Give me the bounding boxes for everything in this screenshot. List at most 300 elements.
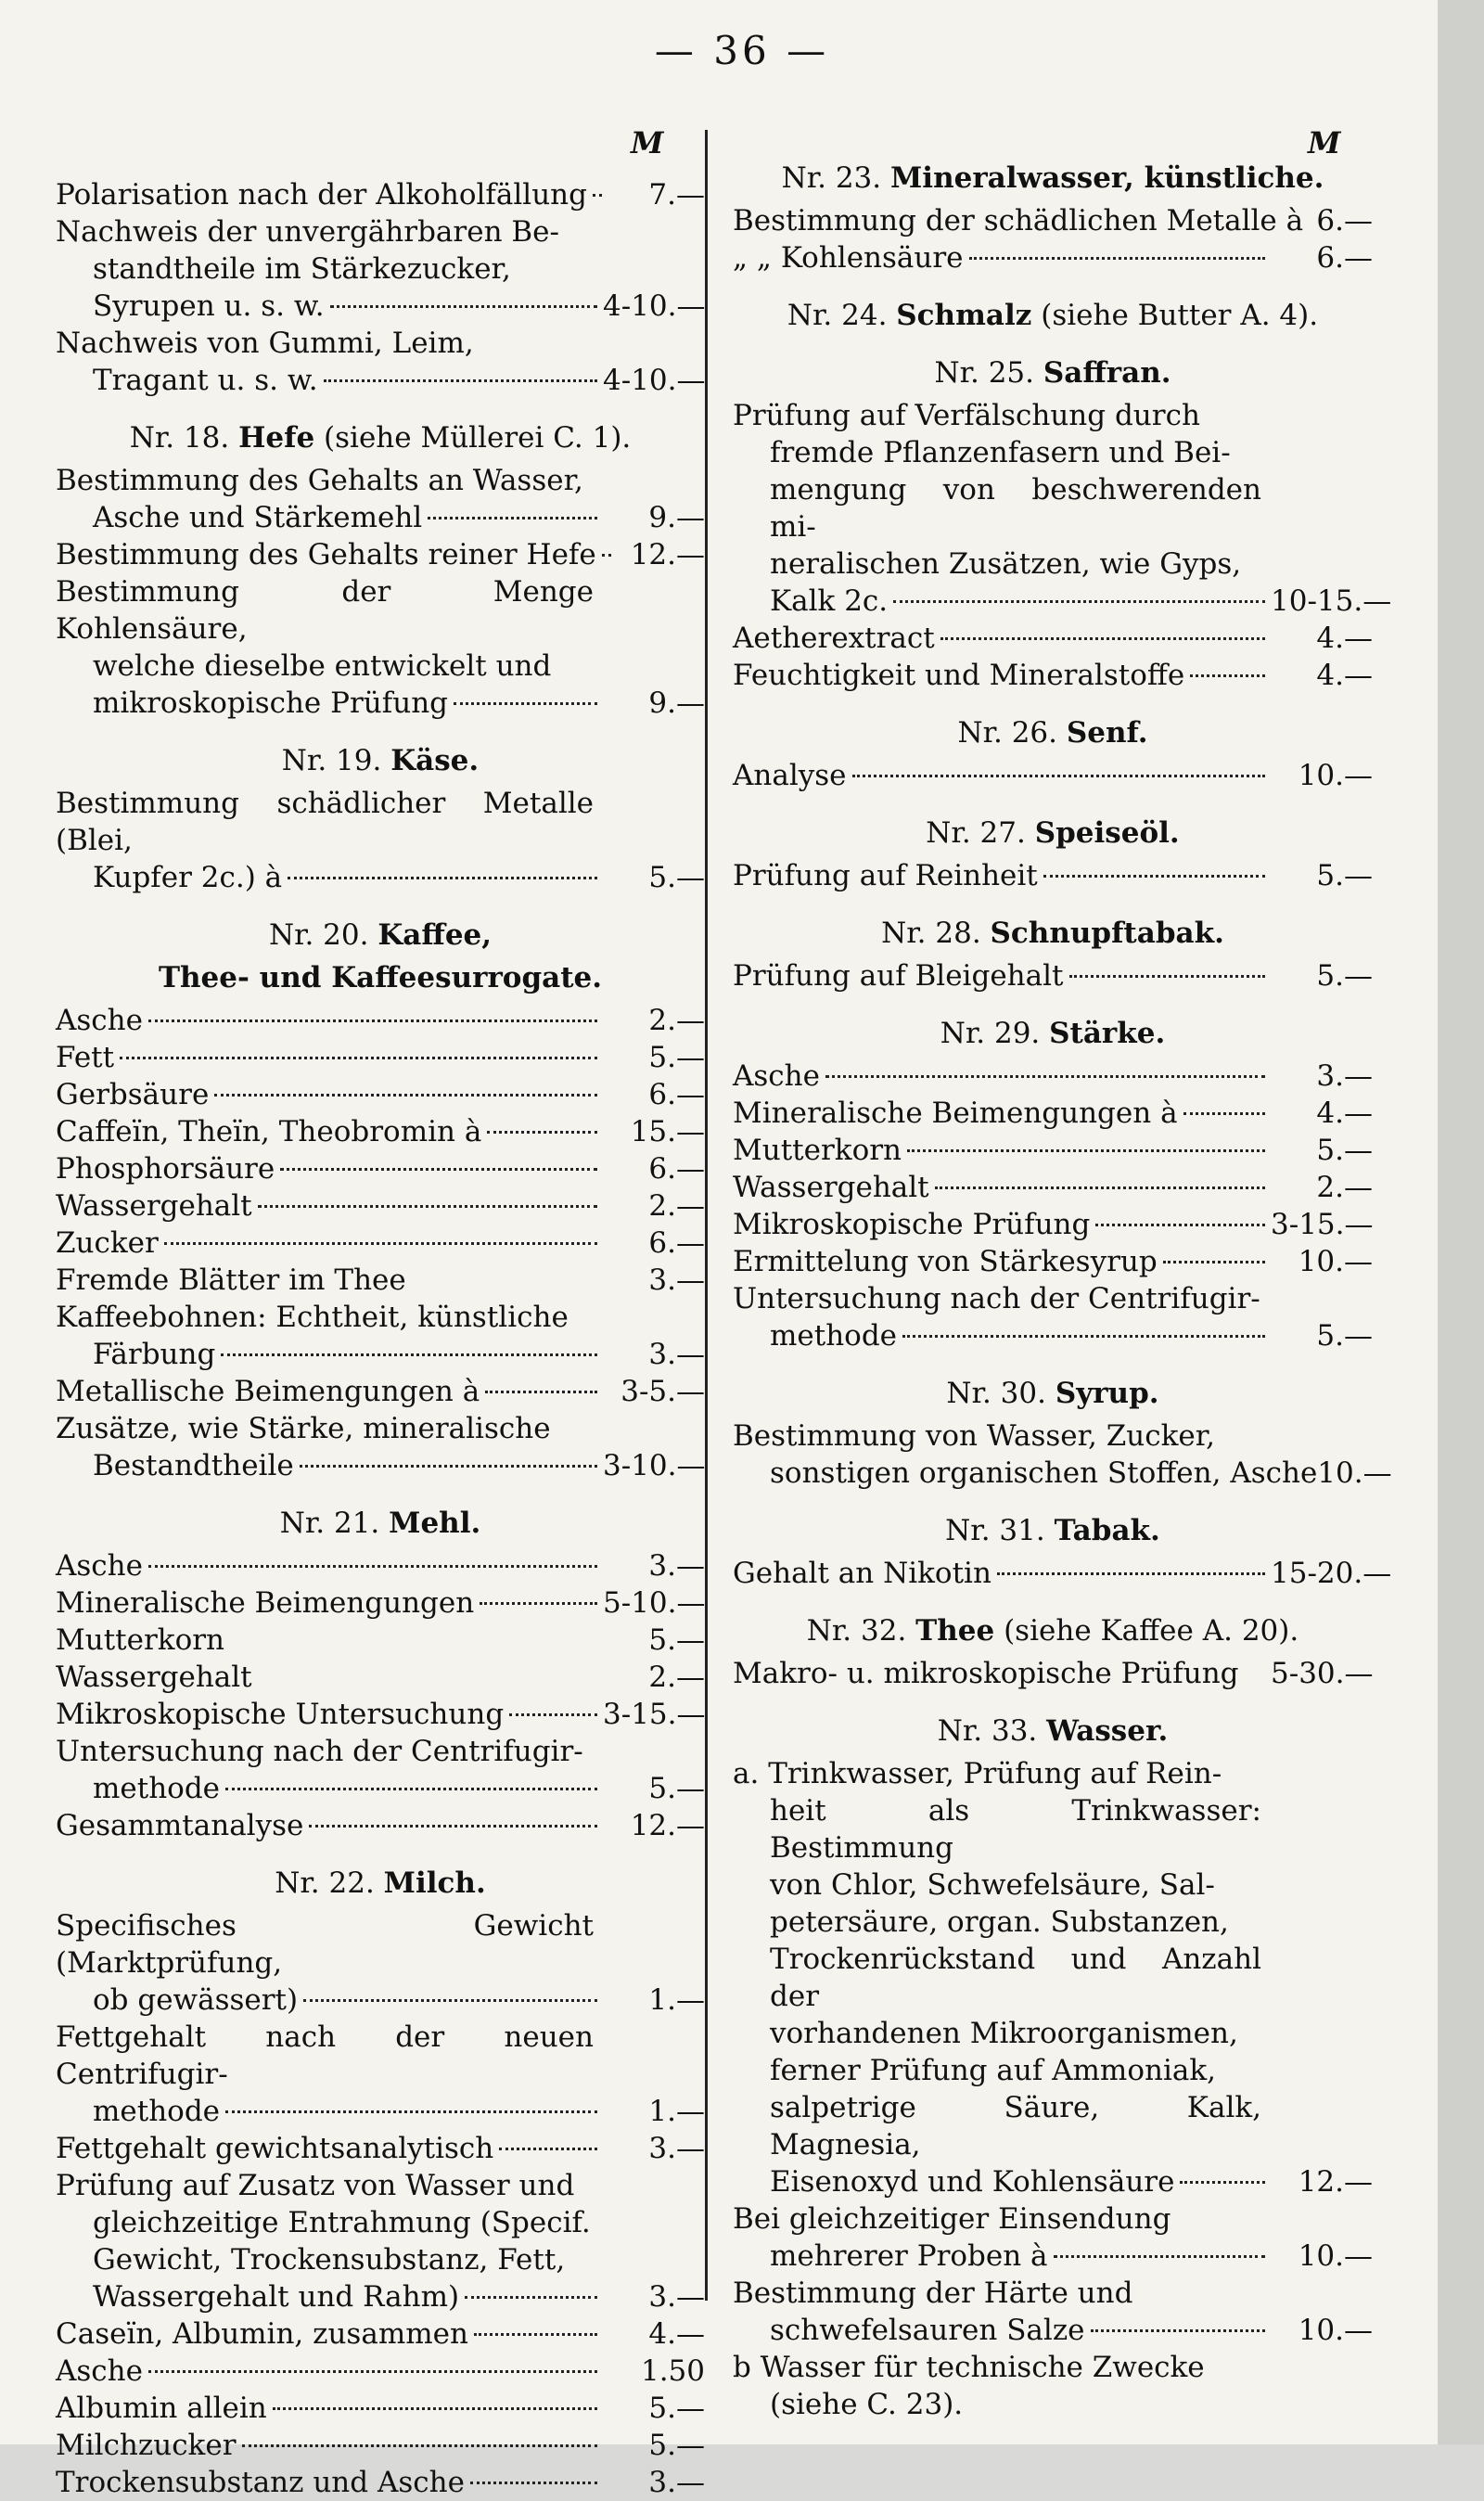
dot-leader [273,2407,597,2410]
price-item [733,1132,1373,1169]
item-line: salpetrige Säure, Kalk, Magnesia, [770,2091,1261,2161]
price-row [733,1317,1373,1354]
price-item [56,1039,705,1076]
item-label: Gesammtanalyse [56,1809,304,1842]
section-title: Thee [915,1614,995,1648]
price-row [733,2238,1373,2275]
dot-leader [1043,875,1265,878]
price-item [56,573,705,722]
item-line: Bestimmung des Gehalts an Wasser, [56,464,583,497]
column-divider [705,130,708,2301]
price-row [733,1243,1373,1280]
price-item [56,536,705,573]
price-item [56,2130,705,2167]
item-label: Färbung [93,1338,216,1371]
item-label: Mikroskopische Untersuchung [56,1698,505,1731]
price-item [733,1755,1373,2200]
price-item [56,1373,705,1410]
price-row [56,1187,705,1225]
price-row [733,1206,1373,1243]
item-price: 6.— [648,1078,705,1111]
item-label: Tragant u. s. w. [93,364,318,397]
section [56,917,705,1484]
section-title: Stärke. [1049,1017,1166,1050]
item-label: Albumin allein [56,2392,267,2425]
item-price: 3.— [648,1338,705,1371]
section-heading [733,160,1373,197]
dot-leader [1163,1261,1265,1263]
dot-leader [242,2444,597,2447]
item-label: Asche [56,2354,143,2388]
item-line: Bestimmung schädlicher Metalle (Blei, [56,787,594,857]
section [733,1512,1392,1592]
item-price: 15.— [630,1115,705,1148]
price-row [733,1655,1373,1692]
dot-leader [1183,1112,1265,1115]
price-row [56,2353,705,2390]
price-row [56,1447,705,1484]
right-column [733,111,1392,2423]
price-item [56,1807,705,1844]
price-item [56,1076,705,1113]
section [733,1015,1373,1354]
dot-leader [454,702,597,705]
item-label: Gehalt an Nikotin [733,1557,991,1590]
item-line: Bestimmung der Härte und [733,2277,1133,2310]
item-label: ob gewässert) [93,1983,299,2017]
dot-leader [893,600,1265,603]
item-line: Gewicht, Trockensubstanz, Fett, [93,2243,566,2277]
section [56,1505,705,1844]
price-row [56,2464,705,2501]
item-price: 4-10.— [603,289,706,323]
price-item [733,757,1373,794]
section-note: (siehe Butter A. 4). [1031,299,1319,332]
price-row [733,2312,1373,2349]
section-heading [733,1712,1373,1750]
item-label: Mineralische Beimengungen [56,1586,475,1620]
price-row [733,657,1373,694]
item-price: 3.— [1316,1059,1373,1093]
section-heading [56,917,705,954]
item-label: Phosphorsäure [56,1152,275,1186]
section-number: Nr. 33. [937,1714,1047,1748]
item-price: 6.— [648,1152,705,1186]
item-label: Asche [56,1549,143,1583]
item-line: neralischen Zusätzen, wie Gyps, [770,547,1242,581]
item-line: Fettgehalt nach der neuen Centrifugir- [56,2020,594,2091]
item-price: 5.— [648,1041,705,1074]
price-item [733,1095,1373,1132]
section-title: Speiseöl. [1034,816,1180,850]
item-price: 6.— [648,1226,705,1260]
price-row [56,1336,705,1373]
dot-leader [280,1168,597,1171]
item-price: 10-15.— [1271,584,1392,618]
price-item [56,2427,705,2464]
price-item [733,1206,1373,1243]
price-item [56,213,705,325]
item-price: 4.— [1316,659,1373,692]
dot-leader [474,2333,597,2336]
item-label: Syrupen u. s. w. [93,289,325,323]
price-item [56,2167,705,2315]
item-price: 15-20.— [1271,1557,1392,1590]
item-price: 3.— [648,1549,705,1583]
item-label: Milchzucker [56,2429,237,2462]
dot-leader [969,257,1265,260]
price-row [56,1659,705,1696]
price-row [56,1807,705,1844]
price-item [56,1584,705,1622]
dot-leader [225,1788,597,1790]
item-label: Mutterkorn [733,1134,902,1167]
item-price: 5.— [1316,1134,1373,1167]
price-item [733,2275,1373,2349]
item-price: 5.— [1316,859,1373,892]
price-item [56,1547,705,1584]
price-row [56,1584,705,1622]
section-number: Nr. 31. [945,1514,1055,1547]
dot-leader [602,554,611,557]
price-row [56,1547,705,1584]
section-heading [56,1505,705,1542]
item-label: Feuchtigkeit und Mineralstoffe [733,659,1185,692]
price-item [56,1225,705,1262]
price-row [733,1132,1373,1169]
section-heading [733,714,1373,751]
item-label: methode [770,1319,898,1353]
price-row [733,583,1392,620]
dot-leader [593,194,602,197]
section [733,814,1373,894]
item-price: 10.— [1298,2314,1373,2347]
dot-leader [148,1565,597,1568]
item-price: 9.— [648,686,705,720]
item-label: Prüfung auf Bleigehalt [733,959,1064,993]
item-label: Gerbsäure [56,1078,210,1111]
price-item [56,1622,705,1659]
dot-leader [288,877,597,879]
price-item [733,1058,1373,1095]
item-label: Aetherextract [733,622,935,655]
price-row [56,1113,705,1150]
section-number: Nr. 18. [129,421,239,455]
item-price: 5-30.— [1271,1657,1374,1690]
price-item [56,2315,705,2353]
dot-leader [303,1999,597,2002]
item-label: Fremde Blätter im Thee [56,1263,406,1297]
section [733,354,1392,694]
item-price: 5.— [648,1623,705,1657]
price-item [733,1280,1373,1354]
item-price: 3-10.— [603,1449,706,1482]
price-row [733,857,1373,894]
section [733,1712,1373,2423]
section-title: Mehl. [389,1507,481,1540]
item-price: 5.— [648,2392,705,2425]
dot-leader [935,1186,1265,1189]
section-heading [733,354,1373,391]
price-row [733,957,1373,994]
item-price: 1.— [648,1983,705,2017]
section [733,915,1373,994]
price-item [56,1696,705,1733]
price-row [56,362,705,399]
dot-leader [465,2296,597,2299]
item-price: 4.— [648,2317,705,2351]
item-price: 5.— [648,861,705,894]
dot-leader [1091,2329,1265,2332]
price-row [733,1555,1392,1592]
section-title: Mineralwasser, künstliche. [889,161,1324,195]
dot-leader [1180,2181,1265,2184]
price-item [56,462,705,536]
dot-leader [148,2370,597,2373]
dot-leader [258,1205,597,1208]
dot-leader [148,1020,597,1022]
section-number: Nr. 24. [787,299,897,332]
item-label: Wassergehalt [56,1661,252,1694]
dot-leader [1054,2255,1265,2258]
price-item [733,957,1373,994]
item-line: petersäure, organ. Substanzen, [770,1905,1229,1939]
price-row [56,536,705,573]
dot-leader [1190,674,1265,677]
item-line: Bestimmung von Wasser, Zucker, [733,1419,1216,1453]
item-price: 3-15.— [603,1698,706,1731]
section-title: Syrup. [1055,1377,1159,1410]
price-item [56,1002,705,1039]
section-title: Tabak. [1054,1514,1160,1547]
section-title: Hefe [238,421,315,455]
item-price: 5.— [648,1772,705,1805]
price-row [733,1169,1373,1206]
price-row [56,685,705,722]
price-row [56,2390,705,2427]
price-row [733,1058,1373,1095]
price-row [56,1262,705,1299]
section-number: Nr. 25. [934,356,1043,390]
section-heading [733,1512,1373,1549]
item-price: 12.— [1298,2165,1373,2199]
item-label: Prüfung auf Reinheit [733,859,1038,892]
item-price: 5.— [1316,1319,1373,1353]
price-item [56,1733,705,1807]
item-label: methode [93,2095,221,2128]
dot-leader [902,1335,1265,1338]
item-price: 2.— [648,1189,705,1223]
item-label: Caffeïn, Theïn, Theobromin à [56,1115,482,1148]
price-item [56,1659,705,1696]
item-label: mehrerer Proben à [770,2239,1048,2273]
section [733,1375,1392,1492]
item-label: Bestandtheile [93,1449,294,1482]
item-price: 3.— [648,2466,705,2499]
item-label: Mikroskopische Prüfung [733,1208,1091,1241]
price-row [733,1455,1392,1492]
price-row [56,176,705,213]
price-row [733,239,1373,276]
section-number: Nr. 22. [275,1866,384,1900]
page-edge [1438,0,1484,2444]
item-price: 3-15.— [1271,1208,1374,1241]
item-label: Makro- u. mikroskopische Prüfung [733,1657,1239,1690]
item-label: Wassergehalt [56,1189,252,1223]
item-line: standtheile im Stärkezucker, [93,252,511,286]
dot-leader [480,1602,597,1605]
item-line: fremde Pflanzenfasern und Bei- [770,436,1231,469]
price-item [733,1243,1373,1280]
price-item [733,857,1373,894]
item-price: 6.— [1316,204,1373,237]
item-label: Kalk 2c. [770,584,889,618]
price-row [56,2278,705,2315]
price-item [733,657,1373,694]
item-line: Prüfung auf Zusatz von Wasser und [56,2169,575,2202]
price-item [56,1150,705,1187]
section-note: (siehe Kaffee A. 20). [994,1614,1299,1648]
section-title: Schmalz [896,299,1032,332]
dot-leader [907,1149,1265,1152]
price-item [733,202,1373,239]
price-row [56,2315,705,2353]
item-price: 2.— [1316,1171,1373,1204]
section-title: Käse. [390,744,480,777]
section-heading [56,742,705,779]
item-price: 6.— [1316,241,1373,275]
section-subtitle: Thee- und Kaffeesurrogate. [158,961,603,994]
item-price: 12.— [630,538,705,571]
item-line: heit als Trinkwasser: Bestimmung [770,1794,1261,1865]
page-number: — 36 — [654,28,830,73]
item-price: 10.— [1317,1456,1392,1490]
item-price: 1.50 [640,2354,705,2388]
item-price: 5.— [648,2429,705,2462]
section-number: Nr. 26. [957,716,1067,750]
item-label: (siehe C. 23). [770,2388,964,2421]
currency-mark-right: M [1308,125,1341,160]
price-row [56,2427,705,2464]
dot-leader [825,1075,1265,1078]
section [56,742,705,896]
price-row [56,1373,705,1410]
dot-leader [940,637,1265,640]
item-line: von Chlor, Schwefelsäure, Sal- [770,1868,1215,1902]
price-row [56,288,705,325]
item-line: Nachweis von Gummi, Leim, [56,327,474,360]
item-price: 3.— [648,2132,705,2165]
price-item [733,2349,1373,2423]
price-row [56,1039,705,1076]
dot-leader [120,1057,597,1059]
price-item [733,397,1392,620]
price-item [733,1417,1392,1492]
price-item [733,620,1373,657]
section-number: Nr. 28. [881,917,991,950]
price-row [733,1095,1373,1132]
price-item [56,1299,705,1373]
item-label: schwefelsauren Salze [770,2314,1085,2347]
currency-mark-left: M [631,125,664,160]
price-row [56,1225,705,1262]
dot-leader [485,1391,597,1393]
item-label: Asche [56,1004,143,1037]
price-item [56,1187,705,1225]
item-line: Untersuchung nach der Centrifugir- [733,1282,1260,1315]
item-line: Specifisches Gewicht (Marktprüfung, [56,1909,594,1980]
price-row [733,2386,1373,2423]
price-item [56,325,705,399]
section [56,419,705,722]
dot-leader [1095,1224,1265,1226]
item-price: 2.— [648,1004,705,1037]
item-label: Asche und Stärkemehl [93,501,423,534]
item-line: Trockenrückstand und Anzahl der [770,1943,1261,2013]
item-line: Zusätze, wie Stärke, mineralische [56,1412,551,1445]
section-heading [56,1865,705,1902]
price-item [733,239,1373,276]
item-price: 4.— [1316,622,1373,655]
price-row [56,1770,705,1807]
item-line: Bestimmung der Menge Kohlensäure, [56,575,594,646]
item-line: Kaffeebohnen: Echtheit, künstliche [56,1301,569,1334]
item-price: 3.— [648,2280,705,2314]
item-price: 3.— [648,1263,705,1297]
price-row [56,859,705,896]
price-item [56,2390,705,2427]
price-item [56,2019,705,2130]
item-line: ferner Prüfung auf Ammoniak, [770,2054,1216,2087]
section-number: Nr. 32. [806,1614,916,1648]
dot-leader [470,2482,597,2484]
item-line: vorhandenen Mikroorganismen, [770,2017,1238,2050]
item-label: Asche [733,1059,820,1093]
price-item [733,1655,1373,1692]
price-item [56,1410,705,1484]
item-line: gleichzeitige Entrahmung (Specif. [93,2206,591,2239]
item-label: Fett [56,1041,115,1074]
item-label: Mutterkorn [56,1623,225,1657]
section-number: Nr. 19. [281,744,391,777]
section-heading [733,1375,1373,1412]
section-number: Nr. 30. [946,1377,1055,1410]
item-line: mengung von beschwerenden mi- [770,473,1261,544]
section-heading [733,1015,1373,1052]
dot-leader [309,1825,597,1828]
item-label: Caseïn, Albumin, zusammen [56,2317,468,2351]
item-price: 3-5.— [620,1375,705,1408]
item-price: 5-10.— [603,1586,706,1620]
price-row [733,757,1373,794]
item-label: „ „ Kohlensäure [733,241,964,275]
item-label: Trockensubstanz und Asche [56,2466,465,2499]
dot-leader [509,1713,597,1716]
left-column [56,111,705,2501]
section-title: Milch. [383,1866,486,1900]
item-label: Kupfer 2c.) à [93,861,283,894]
dot-leader [225,2110,597,2113]
price-item [56,1262,705,1299]
item-label: Metallische Beimengungen à [56,1375,480,1408]
price-item [733,2200,1373,2275]
item-price: 4-10.— [603,364,706,397]
item-label: Fettgehalt gewichtsanalytisch [56,2132,494,2165]
item-price: 2.— [648,1661,705,1694]
item-label: Zucker [56,1226,159,1260]
dot-leader [300,1465,597,1468]
price-row [56,1696,705,1733]
